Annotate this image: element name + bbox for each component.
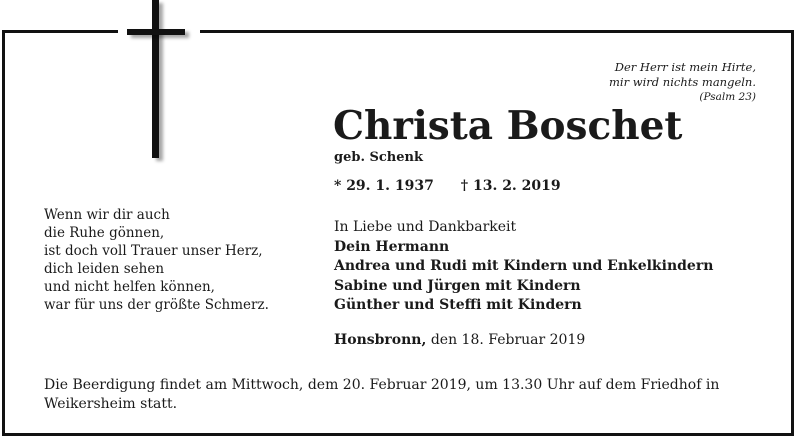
poem-line: die Ruhe gönnen, <box>44 225 165 241</box>
poem-line: ist doch voll Trauer unser Herz, <box>44 243 263 259</box>
deceased-name: Christa Boschet <box>333 103 683 149</box>
cross-vertical-bar <box>152 0 159 158</box>
psalm-line: Der Herr ist mein Hirte, <box>614 60 756 74</box>
poem-line: und nicht helfen können, <box>44 279 215 295</box>
poem <box>44 206 269 314</box>
poem-line: war für uns der größte Schmerz. <box>44 297 269 313</box>
mourners-intro: In Liebe und Dankbarkeit <box>334 219 517 235</box>
place-town: Honsbronn, <box>334 332 427 348</box>
mourner-name: Sabine und Jürgen mit Kindern <box>334 277 581 294</box>
place-and-date <box>334 332 585 348</box>
life-dates <box>334 178 561 194</box>
funeral-info: Die Beerdigung findet am Mittwoch, dem 20. Februar 2019, um 13.30 Uhr auf dem Friedhof in Weikersheim statt. <box>44 377 720 412</box>
psalm-reference: (Psalm 23) <box>699 91 756 103</box>
birth-date: * 29. 1. 1937 <box>334 178 434 194</box>
mourner-name: Andrea und Rudi mit Kindern und Enkelkindern <box>334 258 714 274</box>
cross-horizontal-bar <box>127 29 185 35</box>
poem-line: Wenn wir dir auch <box>44 207 170 223</box>
death-date: † 13. 2. 2019 <box>460 178 561 194</box>
birth-name: geb. Schenk <box>334 150 423 165</box>
psalm-quote <box>609 60 756 105</box>
mourners-list <box>334 218 713 316</box>
psalm-line: mir wird nichts mangeln. <box>609 75 756 89</box>
poem-line: dich leiden sehen <box>44 261 165 277</box>
mourner-name: Günther und Steffi mit Kindern <box>334 297 582 313</box>
notice-date: den 18. Februar 2019 <box>430 332 586 348</box>
mourner-name: Dein Hermann <box>334 238 450 255</box>
